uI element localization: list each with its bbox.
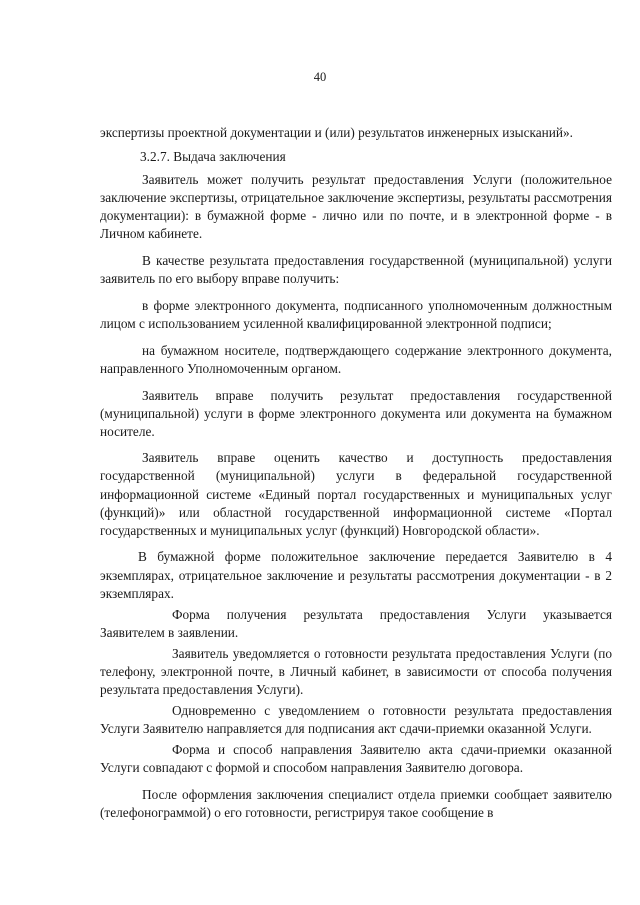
paragraph: Заявитель уведомляется о готовности результата предоставления Услуги (по телефону, электронной почте, в Личный кабинет, в зависимости от способа получения результата предоставления Услуги). [100, 645, 612, 698]
paragraph: Форма и способ направления Заявителю акта сдачи-приемки оказанной Услуги совпадают с формой и способом направления Заявителю договора. [100, 742, 612, 776]
page-number: 40 [313, 70, 327, 84]
paragraph: Заявитель может получить результат предоставления Услуги (положительное заключение экспертизы, отрицательное заключение экспертизы, результаты рассмотрения документации): в бумажной форме - лично или по почте, и в электронной форме - в Личном кабинете. [100, 172, 612, 242]
section-heading: 3.2.7. Выдача заключения [140, 149, 286, 165]
paragraph: В бумажной форме положительное заключение передается Заявителю в 4 экземплярах, отрицательное заключение и результаты рассмотрения документации - в 2 экземплярах. [100, 549, 612, 601]
paragraph: Заявитель вправе оценить качество и доступность предоставления государственной (муниципальной) услуги в федеральной государственной информационной системе «Единый портал государственных и муниципальных услуг (функций)» или областной государственной информационной системе «Портал государственных и муниципальных услуг (функций) Новгородской области». [100, 450, 612, 538]
list-item: на бумажном носителе, подтверждающего содержание электронного документа, направленного Уполномоченным органом. [100, 342, 612, 376]
paragraph: Одновременно с уведомлением о готовности результата предоставления Услуги Заявителю направляется для подписания акт сдачи-приемки оказанной Услуги. [100, 703, 612, 737]
document-body [100, 124, 612, 831]
paragraph: После оформления заключения специалист отдела приемки сообщает заявителю (телефонограммой) о его готовности, регистрируя такое сообщение в [100, 787, 612, 821]
paragraph: Заявитель вправе получить результат предоставления государственной (муниципальной) услуги в форме электронного документа или документа на бумажном носителе. [100, 387, 612, 439]
paragraph: Форма получения результата предоставления Услуги указывается Заявителем в заявлении. [100, 606, 612, 640]
paragraph: экспертизы проектной документации и (или) результатов инженерных изысканий». [100, 125, 573, 140]
paragraph: В качестве результата предоставления государственной (муниципальной) услуги заявитель по его выбору вправе получить: [100, 253, 612, 287]
list-item: в форме электронного документа, подписанного уполномоченным должностным лицом с использованием усиленной квалифицированной электронной подписи; [100, 297, 612, 332]
